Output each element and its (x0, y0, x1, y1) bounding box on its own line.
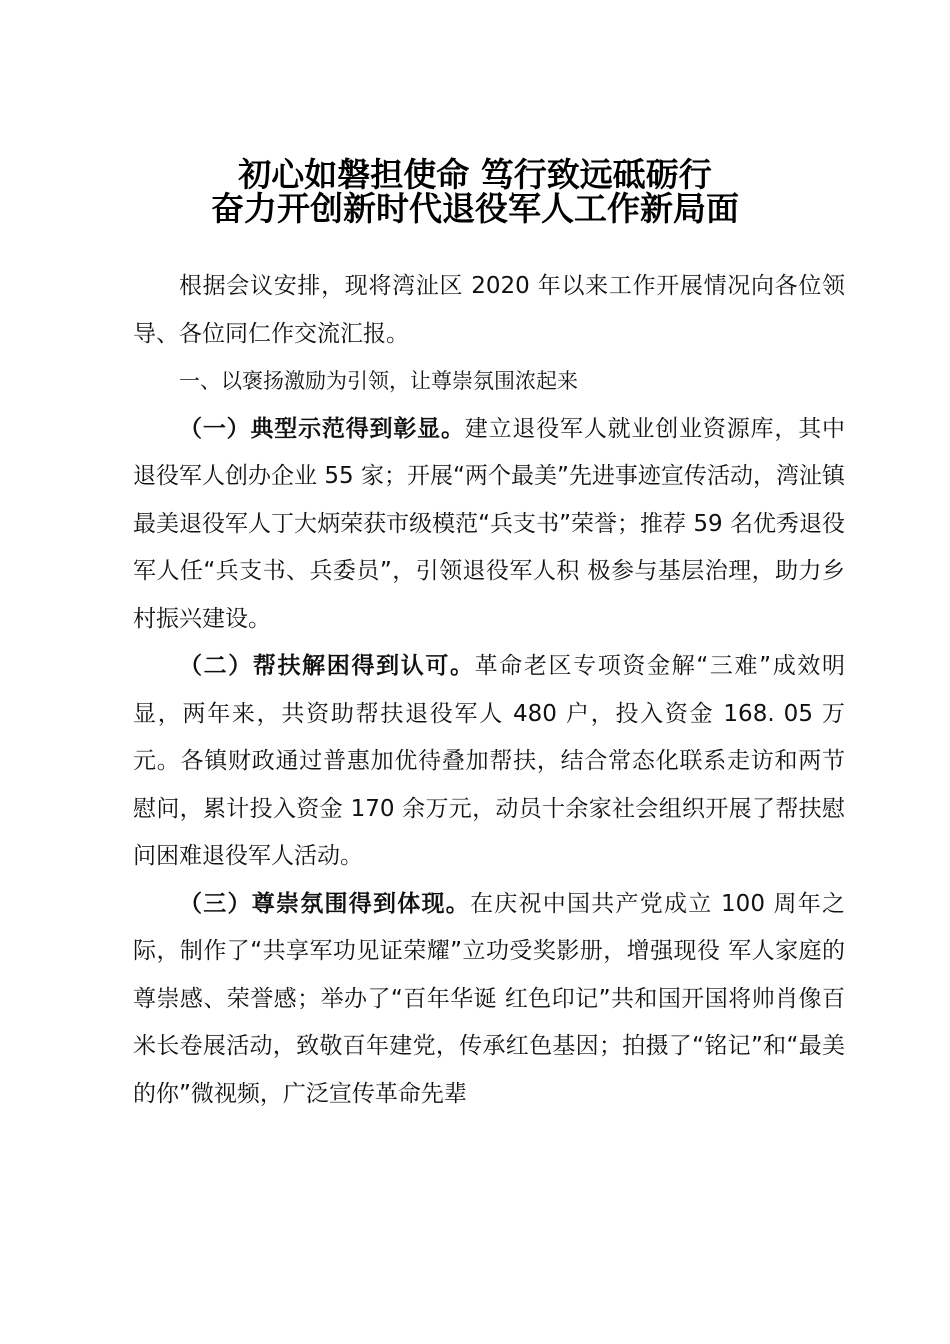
item-lead-1: （一）典型示范得到彰显。 (179, 415, 465, 442)
item-body-2: 革命老区专项资金解“三难”成效明显，两年来，共资助帮扶退役军人 480 户，投入资金 168. 05 万元。各镇财政通过普惠加优待叠加帮扶，结合常态化联系走访和两节慰问，累计投入资金 170 余万元，动员十余家社会组织开展了帮扶慰问困难退役军人活动。 (133, 653, 845, 869)
document-body (133, 263, 845, 1118)
title-line-2: 奋力开创新时代退役军人工作新局面 (211, 189, 739, 228)
item-body-3: 在庆祝中国共产党成立 100 周年之际，制作了“共享军功见证荣耀”立功受奖影册，增强现役 军人家庭的尊崇感、荣誉感；举办了“百年华诞 红色印记”共和国开国将帅肖像百米长卷展活动，致敬百年建党，传承红色基因；拍摄了“铭记”和“最美的你”微视频，广泛宣传革命先辈 (133, 890, 846, 1107)
item-paragraph-3 (133, 881, 845, 1119)
item-paragraph-1 (133, 406, 845, 644)
item-lead-2: （二）帮扶解困得到认可。 (179, 653, 475, 679)
document-title (0, 155, 950, 228)
intro-paragraph: 根据会议安排，现将湾沚区 2020 年以来工作开展情况向各位领导、各位同仁作交流汇报。 (133, 273, 845, 347)
item-paragraph-2 (133, 643, 845, 881)
item-body-1: 建立退役军人就业创业资源库，其中退役军人创办企业 55 家；开展“两个最美”先进事迹宣传活动，湾沚镇最美退役军人丁大炳荣获市级模范“兵支书”荣誉；推荐 59 名优秀退役军人任“兵支书、兵委员”，引领退役军人积 极参与基层治理，助力乡村振兴建设。 (133, 415, 846, 632)
item-lead-3: （三）尊崇氛围得到体现。 (179, 890, 470, 917)
section-heading: 一、以褒扬激励为引领，让尊崇氛围浓起来 (179, 369, 578, 393)
title-line-1: 初心如磐担使命 笃行致远砥砺行 (238, 155, 712, 194)
